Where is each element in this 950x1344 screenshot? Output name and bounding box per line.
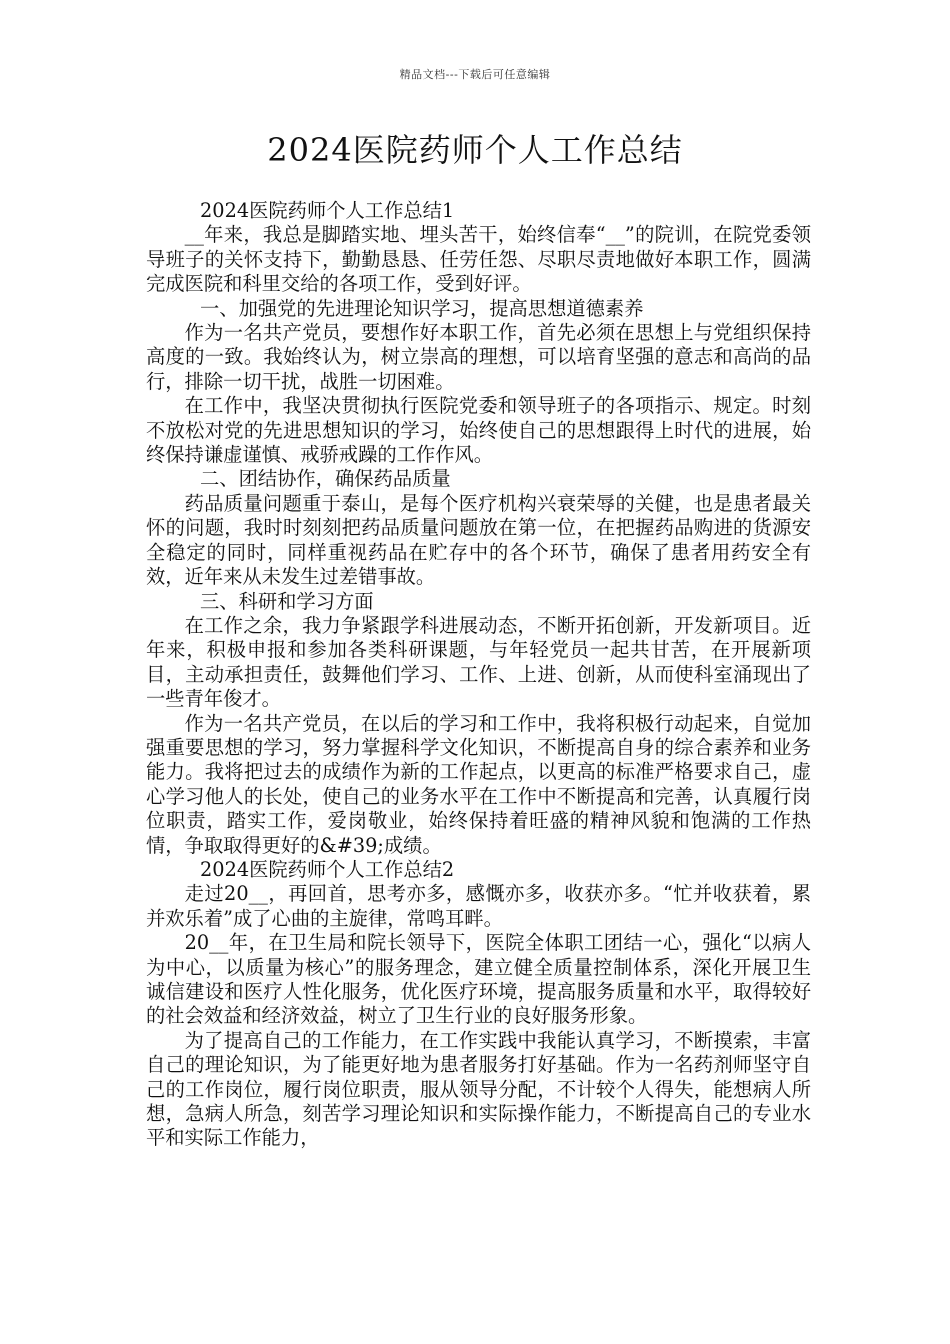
body-paragraph: 为了提高自己的工作能力，在工作实践中我能认真学习，不断摸索，丰富自己的理论知识，为了能更好地为患者服务打好基础。作为一名药剂师坚守自己的工作岗位，履行岗位职责，服从领导分配，不计较个人得失，能想病人所想，急病人所急，刻苦学习理论知识和实际操作能力，不断提高自己的专业水平和实际工作能力， [146, 1028, 811, 1150]
section-heading: 一、加强党的先进理论知识学习，提高思想道德素养 [200, 296, 644, 320]
section-heading: 2024医院药师个人工作总结1 [200, 199, 455, 222]
body-paragraph: 作为一名共产党员，在以后的学习和工作中，我将积极行动起来，自觉加强重要思想的学习，努力掌握科学文化知识，不断提高自身的综合素养和业务能力。我将把过去的成绩作为新的工作起点，以更高的标准严格要求自己，虚心学习他人的长处，使自己的业务水平在工作中不断提高和完善，认真履行岗位职责，踏实工作，爱岗敬业，始终保持着旺盛的精神风貌和饱满的工作热情，争取取得更好的&#39;成绩。 [146, 711, 811, 857]
section-heading: 2024医院药师个人工作总结2 [200, 857, 455, 881]
document-body [146, 199, 811, 1151]
body-paragraph: 20__年，在卫生局和院长领导下，医院全体职工团结一心，强化“以病人为中心，以质量为核心”的服务理念，建立健全质量控制体系，深化开展卫生诚信建设和医疗人性化服务，优化医疗环境，提高服务质量和水平，取得较好的社会效益和经济效益，树立了卫生行业的良好服务形象。 [146, 931, 811, 1028]
body-paragraph: 药品质量问题重于泰山，是每个医疗机构兴衰荣辱的关健，也是患者最关怀的问题，我时时刻刻把药品质量问题放在第一位，在把握药品购进的货源安全稳定的同时，同样重视药品在贮存中的各个环节，确保了患者用药安全有效，近年来从未发生过差错事故。 [146, 491, 811, 589]
body-paragraph: 在工作之余，我力争紧跟学科进展动态，不断开拓创新，开发新项目。近年来，积极申报和参加各类科研课题，与年轻党员一起共甘苦，在开展新项目，主动承担责任，鼓舞他们学习、工作、上进、创新，从而使科室涌现出了一些青年俊才。 [146, 613, 811, 711]
body-paragraph: 作为一名共产党员，要想作好本职工作，首先必须在思想上与党组织保持高度的一致。我始终认为，树立崇高的理想，可以培育坚强的意志和高尚的品行，排除一切干扰，战胜一切困难。 [146, 321, 811, 393]
page-header-note: 精品文档---下载后可任意编辑 [399, 68, 551, 81]
document-title: 2024医院药师个人工作总结 [267, 131, 683, 169]
body-paragraph: 在工作中，我坚决贯彻执行医院党委和领导班子的各项指示、规定。时刻不放松对党的先进思想知识的学习，始终使自己的思想跟得上时代的进展，始终保持谦虚谨慎、戒骄戒躁的工作作风。 [146, 394, 811, 467]
section-heading: 三、科研和学习方面 [200, 589, 374, 613]
body-paragraph: __年来，我总是脚踏实地、埋头苦干，始终信奉“__”的院训，在院党委领导班子的关怀支持下，勤勤恳恳、任劳任怨、尽职尽责地做好本职工作，圆满完成医院和科里交给的各项工作，受到好评。 [146, 223, 811, 296]
section-heading: 二、团结协作，确保药品质量 [200, 467, 451, 491]
body-paragraph: 走过20__，再回首，思考亦多，感慨亦多，收获亦多。“忙并收获着，累并欢乐着”成了心曲的主旋律，常鸣耳畔。 [146, 882, 811, 930]
